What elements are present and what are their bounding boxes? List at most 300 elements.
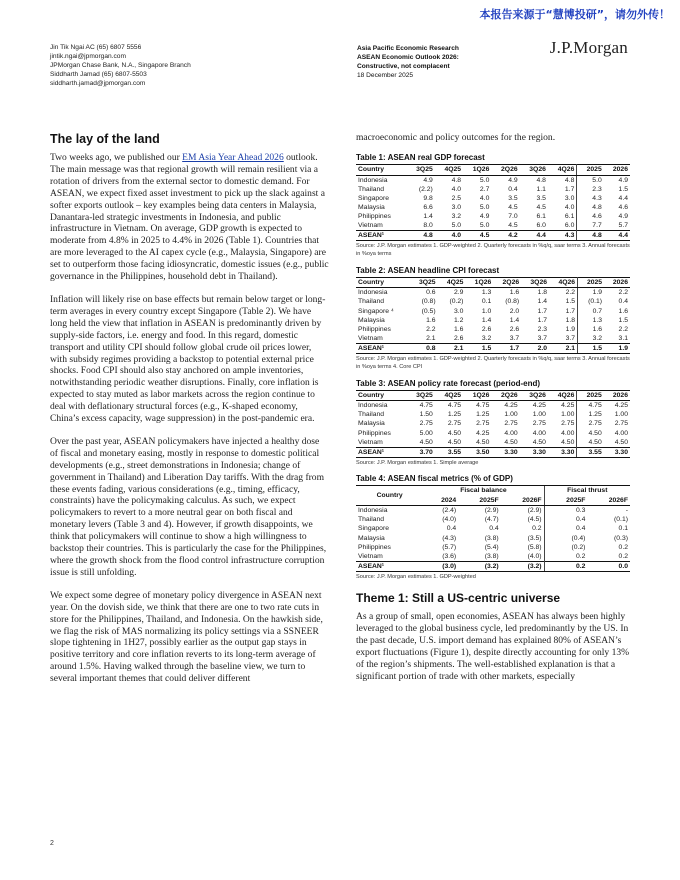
table-cell: (0.2) — [544, 543, 587, 552]
table-cell: 4.5 — [508, 222, 518, 230]
table-cell: 0.2 — [618, 552, 628, 560]
table-cell: 3.30 — [548, 447, 577, 457]
table-cell: 4.0 — [548, 203, 577, 212]
table-row — [356, 325, 630, 334]
table-cell: (0.8) — [421, 298, 436, 306]
table-head — [356, 390, 630, 401]
table-cell: 1.6 — [618, 307, 628, 315]
column-header: Country — [356, 164, 407, 175]
column-header: 2026 — [604, 164, 630, 175]
table-cell: 2.2 — [618, 325, 628, 333]
gdp-table-title: Table 1: ASEAN real GDP forecast — [356, 152, 485, 162]
table-cell: 1.6 — [454, 325, 464, 333]
table-cell: 7.0 — [508, 212, 518, 220]
column-header: 3Q26 — [520, 390, 548, 401]
table-cell: 4.25 — [476, 429, 490, 437]
table-row — [356, 506, 630, 516]
column-header: 2025 — [577, 164, 604, 175]
table-cell: 1.5 — [549, 297, 578, 306]
table-cell: (4.7) — [484, 516, 499, 524]
table-cell: 2.2 — [426, 325, 436, 333]
table-cell: 4.00 — [504, 429, 518, 437]
table-cell: 1.00 — [532, 411, 546, 419]
column-header: 4Q26 — [548, 390, 577, 401]
table-cell: 1.5 — [618, 185, 628, 193]
table-body — [356, 288, 630, 354]
table-head — [356, 277, 630, 288]
column-header: Country — [356, 277, 410, 288]
table-cell: 0.4 — [446, 525, 457, 533]
table-cell: 6.6 — [423, 203, 433, 211]
row-label: Malaysia — [358, 420, 385, 428]
table-cell: 3.0 — [548, 194, 577, 203]
column-header: 2025 — [577, 390, 604, 401]
header-row — [356, 390, 630, 401]
report-date: 18 December 2025 — [357, 72, 414, 79]
table-cell: 4.25 — [548, 401, 577, 411]
table-cell: (2.4) — [442, 507, 457, 515]
table-row — [356, 212, 630, 221]
author2-line: Siddharth Jamad (65) 6807-5503 — [50, 70, 147, 78]
table-cell: 4.8 — [451, 176, 462, 184]
table-cell: 4.75 — [419, 402, 433, 410]
table-cell: 0.4 — [618, 298, 628, 306]
column-header: 4Q26 — [548, 164, 577, 175]
table-cell: 2.6 — [481, 325, 492, 333]
table-cell: 4.8 — [536, 176, 546, 184]
table-cell: 3.5 — [536, 194, 546, 202]
table-cell: 2.3 — [537, 325, 548, 333]
theme-heading: Theme 1: Still a US-centric universe — [356, 591, 561, 606]
table-row — [356, 419, 630, 428]
table-cell: 4.5 — [536, 203, 546, 211]
table-cell: 2.6 — [509, 325, 520, 333]
column-header: 2Q26 — [493, 277, 521, 288]
row-label: Malaysia — [358, 203, 385, 211]
row-label: Vietnam — [358, 222, 383, 230]
table-cell: (5.4) — [484, 543, 499, 551]
table-row — [356, 203, 630, 212]
table-row — [356, 428, 630, 437]
table-cell: 1.5 — [618, 316, 628, 324]
table-cell: 4.25 — [532, 402, 546, 410]
table-row — [356, 194, 630, 203]
table-cell: 4.8 — [407, 231, 435, 241]
table-cell: 0.8 — [410, 343, 438, 353]
column-header: 3Q26 — [521, 277, 549, 288]
table-cell: 4.50 — [504, 438, 518, 446]
table-cell: 4.25 — [504, 402, 518, 410]
column-header: Country — [356, 486, 423, 506]
table-cell: 0.1 — [618, 525, 628, 533]
total-row — [356, 343, 630, 353]
row-label: Thailand — [358, 185, 385, 193]
report-series: Asia Pacific Economic Research — [357, 45, 459, 52]
table-cell: 4.0 — [435, 231, 463, 241]
row-label: Singapore ⁴ — [358, 307, 394, 315]
row-label: Thailand — [358, 298, 385, 306]
table-cell: 0.0 — [587, 561, 630, 571]
table-cell: 3.7 — [509, 334, 520, 342]
table-cell: 1.7 — [549, 307, 578, 316]
policy-table — [356, 390, 630, 458]
total-row — [356, 231, 630, 241]
author1-email[interactable]: jintik.ngai@jpmorgan.com — [50, 52, 126, 60]
table-cell: 3.30 — [520, 447, 548, 457]
table-cell: 4.9 — [618, 212, 628, 220]
table-cell: 6.0 — [536, 222, 546, 230]
table-cell: 4.6 — [592, 212, 602, 220]
table-row — [356, 438, 630, 448]
row-label: ASEAN¹ — [356, 561, 423, 571]
table-cell: (2.9) — [527, 507, 542, 515]
table-cell: 1.3 — [481, 289, 492, 297]
table-cell: 4.3 — [548, 231, 577, 241]
row-label: Singapore — [358, 525, 389, 533]
table-cell: 1.8 — [549, 316, 578, 325]
table-cell: 0.2 — [544, 552, 587, 562]
table-cell: 4.75 — [476, 402, 490, 410]
table-cell: 0.4 — [544, 524, 587, 533]
table-head — [356, 486, 630, 506]
row-label: Thailand — [358, 411, 385, 419]
table-cell: 4.5 — [463, 231, 491, 241]
row-label: Indonesia — [358, 402, 388, 410]
report-title-line1: ASEAN Economic Outlook 2026: — [357, 54, 459, 61]
table-cell: 1.4 — [537, 298, 548, 306]
table-body — [356, 401, 630, 458]
report-info — [357, 44, 459, 80]
paragraph-1 — [50, 152, 329, 283]
column-header: 4Q25 — [435, 164, 463, 175]
group-header: Fiscal thrust — [544, 486, 630, 496]
table-cell: (3.8) — [484, 534, 499, 542]
table-row — [356, 316, 630, 325]
row-label: Thailand — [358, 516, 385, 524]
table-cell: (5.7) — [442, 543, 457, 551]
column-header: Country — [356, 390, 407, 401]
table-cell: 2.75 — [504, 420, 518, 428]
table-cell: 2.7 — [479, 185, 490, 193]
column-header: 2026F — [587, 496, 630, 506]
column-header: 2025F — [544, 496, 587, 506]
table-cell: (2.2) — [418, 185, 433, 193]
table-cell: 1.7 — [537, 307, 548, 315]
table-row — [356, 515, 630, 524]
row-label: Philippines — [358, 325, 391, 333]
table-cell: 4.50 — [614, 438, 628, 446]
table-cell: (0.5) — [421, 307, 436, 315]
table-cell: 4.50 — [447, 429, 462, 437]
table-cell: 5.00 — [419, 429, 433, 437]
table-cell: 1.9 — [549, 325, 578, 334]
paragraph-2: Inflation will likely rise on base effects but remain below target or long-term averages in every country except Singapore (Table 2). We have long held the view that inflation in ASEAN is predominantly driven by supply-side factors, i.e. energy and food. In this regard, domestic transport and utility CPI should follow global crude oil prices lower, with subsidy regimes providing a backstop to potential external price shocks. Food CPI should also stay anchored on ample inventories, notwithstanding periodic weather disruptions. Finally, core inflation is expected to stay muted as labor markets across the region continue to deal with deflationary structural forces (e.g., K-shaped economy, China’s excess capacity, wage suppression) in the post-pandemic era. — [50, 293, 326, 425]
table-cell: 4.50 — [588, 438, 602, 446]
table-cell: 4.50 — [476, 438, 490, 446]
column-header: 3Q25 — [410, 277, 438, 288]
table-cell: 3.2 — [451, 212, 462, 220]
table-cell: (4.5) — [527, 516, 542, 524]
table-cell: (0.3) — [614, 534, 628, 542]
table-cell: 1.2 — [454, 316, 464, 324]
table-cell: 2.75 — [419, 420, 433, 428]
paragraph-4: We expect some degree of monetary policy divergence in ASEAN next year. On the dovish side, we think that there are one to two rate cuts in store for the Philippines, Thailand, and Indonesia. On the hawkish side, we flag the risk of MAS normalizing its policy settings via a SSNEER slope tightening in 1H27, possibly earlier as the output gap stays in positive territory and core inflation reverts to its long-term average of around 1.5%. Having walked through the baseline view, we turn to several important themes that could deliver different — [50, 589, 323, 685]
table-cell: 2.6 — [454, 334, 464, 342]
table-row — [356, 288, 630, 298]
table-cell: 4.00 — [532, 429, 546, 437]
table-cell: (3.0) — [423, 561, 458, 571]
table-cell: 1.7 — [537, 316, 548, 324]
table-cell: 2.0 — [509, 307, 520, 315]
report-title-line2: Constructive, not complacent — [357, 63, 450, 70]
table-cell: 0.4 — [544, 515, 587, 524]
table-cell: 0.1 — [481, 298, 492, 306]
row-label: Malaysia — [358, 534, 385, 542]
table-cell: (0.2) — [449, 298, 464, 306]
table-cell: 2.75 — [532, 420, 546, 428]
row-label: Indonesia — [358, 176, 388, 184]
column-header: 4Q25 — [435, 390, 463, 401]
table-cell: 2.75 — [548, 419, 577, 428]
table-cell: (5.8) — [527, 543, 542, 551]
gdp-table-source: Source: J.P. Morgan estimates 1. GDP-weighted 2. Quarterly forecasts in %q/q, saar terms 3. Annual forecasts in %oya terms — [356, 243, 630, 258]
gdp-table — [356, 164, 630, 241]
row-label: Indonesia — [358, 507, 388, 515]
column-header: 4Q25 — [438, 277, 466, 288]
column-header: 1Q26 — [463, 164, 491, 175]
table-cell: 4.9 — [423, 176, 433, 184]
author1-line: Jin Tik Ngai AC (65) 6807 5556 — [50, 44, 142, 51]
table-cell: 1.1 — [536, 185, 546, 193]
table-cell: (0.1) — [614, 516, 628, 524]
table-cell: 3.1 — [618, 334, 628, 342]
table-cell: 4.2 — [491, 231, 519, 241]
table-body — [356, 506, 630, 572]
table-cell: (0.1) — [588, 298, 603, 306]
table-cell: 1.7 — [548, 185, 577, 194]
table-cell: 1.5 — [465, 343, 493, 353]
table-row — [356, 175, 630, 185]
table-cell: 3.7 — [549, 334, 578, 344]
table-cell: 6.0 — [548, 221, 577, 231]
column-header: 3Q25 — [407, 164, 435, 175]
table-cell: 1.8 — [537, 289, 548, 297]
fiscal-table-source: Source: J.P. Morgan estimates 1. GDP-weighted — [356, 573, 476, 580]
table-cell: 6.1 — [548, 212, 577, 221]
table-cell: 2.1 — [549, 343, 578, 353]
column-header: 4Q26 — [549, 277, 578, 288]
table-cell: 3.50 — [463, 447, 491, 457]
column-header: 1Q26 — [463, 390, 491, 401]
table-cell: 2.75 — [614, 420, 628, 428]
table-cell: 2.0 — [521, 343, 549, 353]
table-cell: 3.7 — [537, 334, 548, 342]
table-cell: (4.0) — [527, 552, 542, 560]
author-block — [50, 44, 191, 89]
table-cell: 3.55 — [435, 447, 463, 457]
table-body — [356, 175, 630, 241]
table-cell: 1.4 — [423, 212, 433, 220]
table-cell: 1.00 — [548, 410, 577, 419]
table-cell: 1.00 — [614, 411, 628, 419]
table-cell: 1.9 — [592, 289, 603, 297]
table-cell: 1.7 — [493, 343, 521, 353]
row-label: Vietnam — [358, 334, 383, 342]
table-cell: 1.4 — [509, 316, 520, 324]
table-cell: 2.1 — [438, 343, 466, 353]
row-label: ASEAN¹ — [356, 343, 410, 353]
table-cell: (4.3) — [442, 534, 457, 542]
table-cell: 5.7 — [618, 222, 628, 230]
fiscal-table-title: Table 4: ASEAN fiscal metrics (% of GDP) — [356, 474, 513, 484]
table-cell: 3.30 — [491, 447, 519, 457]
table-cell: 2.2 — [549, 288, 578, 298]
column-header: 2024 — [423, 496, 458, 506]
table-cell: 1.5 — [578, 343, 605, 353]
table-row — [356, 524, 630, 533]
table-cell: 4.50 — [532, 438, 546, 446]
row-label: Philippines — [358, 429, 391, 437]
table-cell: (3.8) — [484, 552, 499, 560]
table-cell: 1.25 — [588, 411, 602, 419]
table-cell: 4.50 — [447, 438, 462, 446]
column-header: 1Q26 — [465, 277, 493, 288]
column-header: 2026 — [604, 277, 630, 288]
header-row — [356, 277, 630, 288]
table-cell: 4.8 — [548, 175, 577, 185]
table-cell: - — [625, 507, 628, 515]
column-header: 2Q26 — [491, 164, 519, 175]
row-label: Philippines — [358, 212, 391, 220]
theme-paragraph: As a group of small, open economies, ASEAN has always been highly leveraged to the global business cycle, led predominantly by the US. In the past decade, U.S. import demand has explained 80% of ASEAN’s export fluctuations (Figure 1), despite directly accounting for only 13% of the region’s shipments. The well-established explanation is that a significant portion of trade with other markets, especially — [356, 611, 630, 682]
row-label: Vietnam — [358, 552, 383, 560]
p1-post: outlook. The main message was that regional growth will remain resilient via a rotation of drivers from the external sector to domestic demand. For ASEAN, we expect fixed asset investment to pick up the slack against a softer exports outlook – key examples being data centers in Malaysia, Danantara-led strategic investments in Indonesia, and public infrastructure in Vietnam. On average, GDP growth is expected to moderate from 4.8% in 2025 to 4.4% in 2026 (Table 1). Countries that are more leveraged to the AI capex cycle (e.g., Malaysia, Singapore) are set to outperform those facing idiosyncratic, domestic issues (e.g., public governance in the Philippines, household debt in Thailand). — [50, 152, 329, 283]
column-header: 2Q26 — [491, 390, 519, 401]
table-cell: 0.4 — [489, 525, 499, 533]
table-cell: 8.0 — [423, 222, 433, 230]
paragraph-3: Over the past year, ASEAN policymakers have injected a healthy dose of fiscal and monetary easing, mostly in response to domestic political developments (e.g., street demonstrations in Indonesia; change of government in Thailand) and Liberation Day tariffs. With the drag from these events fading, various considerations (e.g., timing, efficacy, constraints) have the policymaking calculus. As such, we expect policymakers to revert to a more neutral gear on both fiscal and monetary levers (Table 3 and 4). However, if growth disappoints, we think that policymakers will continue to show a high willingness to backstop their countries. This is particularly the case for the Philippines, where the growth shock from the flood control infrastructure corruption issue is still unfolding. — [50, 435, 327, 578]
table-cell: 4.25 — [614, 402, 628, 410]
table-cell: 1.6 — [426, 316, 436, 324]
table-cell: 3.2 — [592, 334, 603, 342]
table-row — [356, 534, 630, 543]
right-column — [356, 132, 630, 694]
table-cell: 4.9 — [618, 176, 628, 184]
table-cell: (3.2) — [501, 561, 544, 571]
table-cell: 2.75 — [588, 420, 602, 428]
table-row — [356, 307, 630, 316]
table-cell: 2.75 — [447, 420, 462, 428]
table-cell: 4.3 — [592, 194, 602, 202]
table-cell: 4.75 — [447, 402, 462, 410]
table-cell: 3.0 — [451, 203, 462, 211]
table-cell: 4.4 — [618, 194, 628, 202]
table-cell: 3.30 — [604, 447, 630, 457]
column-header: 3Q25 — [407, 390, 435, 401]
table-cell: 4.75 — [588, 402, 602, 410]
table-cell: 3.55 — [577, 447, 604, 457]
table-cell: 6.1 — [536, 212, 546, 220]
column-header: 2026 — [604, 390, 630, 401]
p1-pre: Two weeks ago, we published our — [50, 152, 183, 163]
table-row — [356, 221, 630, 231]
column-header: 2025F — [458, 496, 500, 506]
column-header: 2026F — [501, 496, 544, 506]
row-label: Singapore — [358, 194, 389, 202]
row-label: Malaysia — [358, 316, 385, 324]
row-label: ASEAN¹ — [356, 231, 407, 241]
em-asia-year-ahead-link[interactable]: EM Asia Year Ahead 2026 — [182, 152, 284, 163]
table-cell: 4.4 — [520, 231, 548, 241]
table-cell: 1.6 — [509, 289, 520, 297]
author1-firm: JPMorgan Chase Bank, N.A., Singapore Branch — [50, 61, 191, 69]
table-row — [356, 552, 630, 562]
table-cell: (0.8) — [505, 298, 520, 306]
table-cell: (3.6) — [442, 552, 457, 560]
table-cell: 3.0 — [454, 307, 464, 315]
table-cell: 2.9 — [454, 289, 464, 297]
table-cell: 4.50 — [419, 438, 433, 446]
table-cell: 0.2 — [544, 561, 587, 571]
cpi-table-title: Table 2: ASEAN headline CPI forecast — [356, 265, 500, 275]
table-cell: 1.25 — [476, 411, 490, 419]
table-cell: 4.00 — [548, 428, 577, 437]
author2-email[interactable]: siddharth.jamad@jpmorgan.com — [50, 79, 146, 87]
table-cell: (2.9) — [484, 507, 499, 515]
group-header: Fiscal balance — [423, 486, 544, 496]
table-cell: (4.0) — [442, 516, 457, 524]
table-row — [356, 543, 630, 552]
table-cell: 2.5 — [451, 194, 462, 202]
table-cell: 2.3 — [592, 185, 602, 193]
table-head — [356, 164, 630, 175]
table-cell: 1.00 — [504, 411, 518, 419]
jpmorgan-logo: J.P.Morgan — [549, 38, 628, 57]
column-header: 3Q26 — [520, 164, 548, 175]
table-cell: 3.70 — [407, 447, 435, 457]
table-cell: 1.25 — [447, 411, 462, 419]
table-cell: 5.0 — [592, 176, 602, 184]
table-cell: 4.0 — [479, 194, 490, 202]
table-cell: 4.00 — [614, 429, 628, 437]
row-label: Philippines — [358, 543, 391, 551]
table-cell: 0.7 — [592, 307, 603, 315]
table-row — [356, 185, 630, 194]
table-cell: (3.5) — [527, 534, 542, 542]
table-cell: 9.8 — [423, 194, 433, 202]
table-cell: 4.6 — [618, 203, 628, 211]
total-row — [356, 447, 630, 457]
continuation-text: macroeconomic and policy outcomes for the region. — [356, 132, 556, 143]
fiscal-table — [356, 485, 630, 572]
table-cell: 0.3 — [544, 506, 587, 516]
table-cell: 0.2 — [618, 543, 628, 551]
policy-table-title: Table 3: ASEAN policy rate forecast (period-end) — [356, 378, 541, 388]
table-cell: 1.9 — [604, 343, 630, 353]
table-cell: 0.2 — [532, 525, 542, 533]
table-cell: 5.0 — [451, 222, 462, 230]
policy-table-source: Source: J.P. Morgan estimates 1. Simple average — [356, 459, 479, 466]
table-cell: 1.0 — [481, 307, 492, 315]
table-cell: 4.9 — [508, 176, 518, 184]
table-cell: 0.4 — [508, 185, 518, 193]
table-row — [356, 297, 630, 306]
table-cell: 4.0 — [451, 185, 462, 193]
table-cell: 4.8 — [577, 231, 604, 241]
column-header: 2025 — [578, 277, 605, 288]
table-cell: (0.4) — [544, 534, 587, 543]
table-cell: 3.5 — [508, 194, 518, 202]
